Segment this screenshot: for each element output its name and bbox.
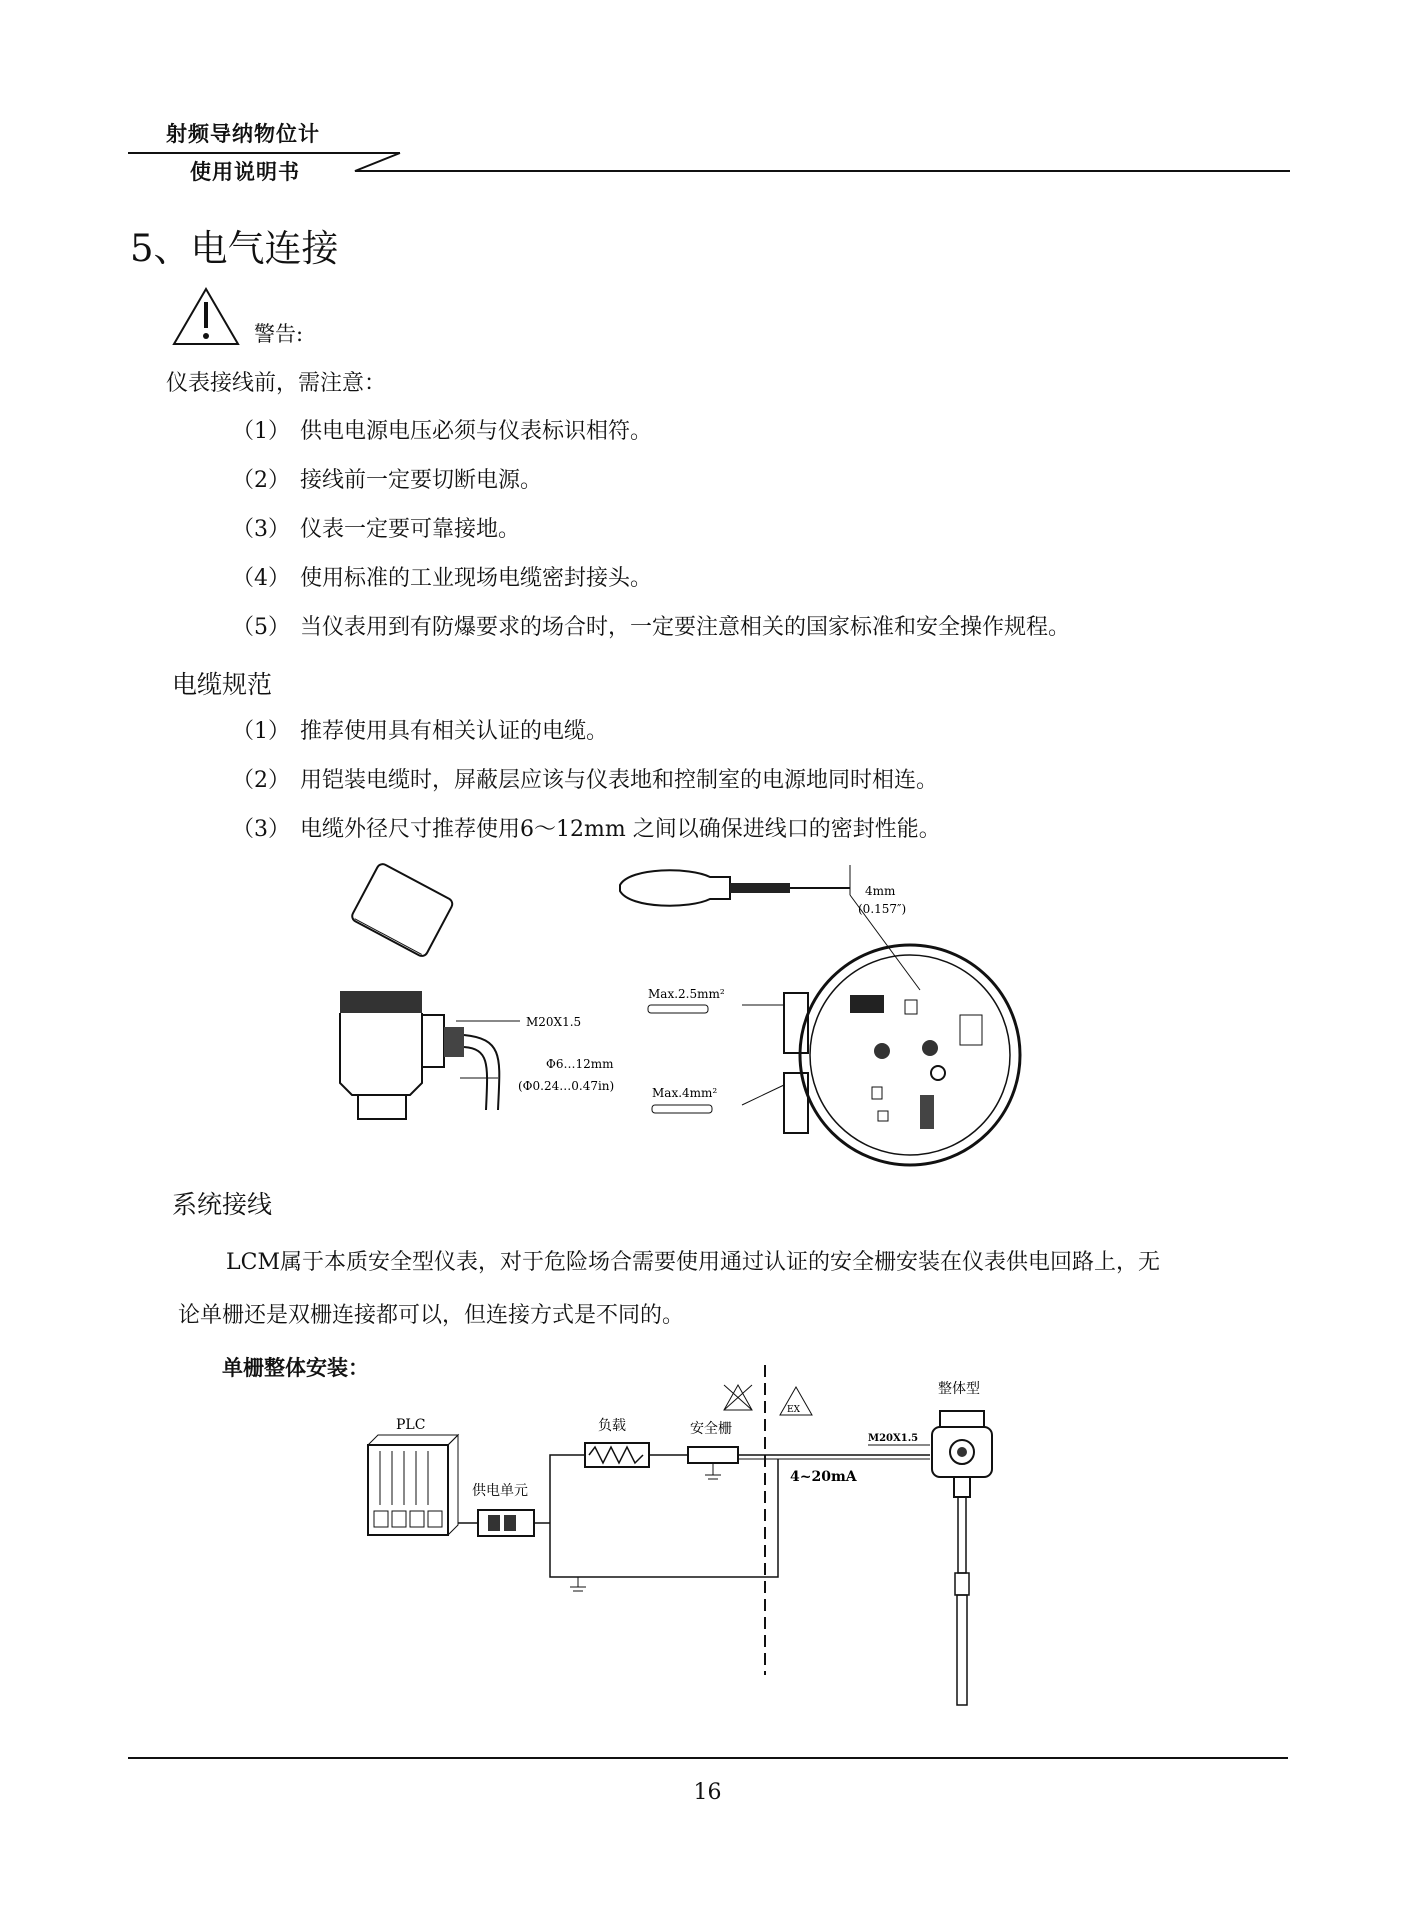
list-item: （4） 使用标准的工业现场电缆密封接头。 — [232, 566, 653, 591]
section-title: 5、电气连接 — [130, 227, 339, 270]
list-item: （1） 推荐使用具有相关认证的电缆。 — [232, 719, 609, 744]
screwdriver-width: 4mm — [865, 884, 896, 898]
screwdriver-icon — [620, 870, 850, 905]
signal-label: 4~20mA — [790, 1469, 857, 1485]
plc-label: PLC — [396, 1417, 426, 1433]
single-barrier-label: 单栅整体安装： — [222, 1356, 369, 1380]
plc-icon — [368, 1435, 458, 1535]
list-item: （1） 供电电源电压必须与仪表标识相符。 — [232, 419, 653, 444]
thread-label: M20X1.5 — [526, 1015, 582, 1029]
housing-cover — [350, 862, 454, 958]
footer-rule — [128, 1757, 1288, 1759]
power-unit-label: 供电单元 — [472, 1483, 528, 1499]
thread-label-2: M20X1.5 — [868, 1433, 919, 1444]
list-item: （2） 用铠装电缆时，屏蔽层应该与仪表地和控制室的电源地同时相连。 — [232, 768, 939, 793]
system-para-line1: LCM属于本质安全型仪表，对于危险场合需要使用通过认证的安全栅安装在仪表供电回路上，无 — [226, 1250, 1160, 1275]
integral-label: 整体型 — [938, 1381, 980, 1397]
system-para-line2: 论单栅还是双栅连接都可以，但连接方式是不同的。 — [178, 1303, 685, 1328]
wire-max-2: Max.4mm² — [652, 1086, 718, 1100]
housing-body — [340, 991, 499, 1119]
system-heading: 系统接线 — [172, 1190, 273, 1219]
list-item: （5） 当仪表用到有防爆要求的场合时，一定要注意相关的国家标准和安全操作规程。 — [232, 615, 1071, 640]
terminal-housing — [784, 945, 1020, 1165]
barrier-label: 安全栅 — [690, 1421, 732, 1437]
screwdriver-width-in: (0.157″) — [858, 902, 907, 916]
wire-max-1: Max.2.5mm² — [648, 987, 725, 1001]
list-item: （3） 电缆外径尺寸推荐使用6～12mm 之间以确保进线口的密封性能。 — [232, 817, 941, 842]
cable-dia-label: Φ6…12mm — [546, 1057, 614, 1071]
cable-heading: 电缆规范 — [172, 670, 273, 699]
safety-barrier-icon — [688, 1447, 738, 1463]
header-subtitle: 使用说明书 — [190, 160, 300, 184]
non-ex-icon — [724, 1385, 752, 1410]
ex-label: EX — [787, 1405, 800, 1415]
header-title: 射频导纳物位计 — [166, 122, 320, 146]
wiring-detail-figure — [330, 855, 1030, 1175]
cable-dia-in-label: (Φ0.24…0.47in) — [518, 1079, 615, 1093]
integral-sensor-icon — [932, 1411, 992, 1705]
single-barrier-diagram — [360, 1355, 1010, 1735]
page-number: 16 — [693, 1780, 722, 1805]
warning-label: 警告: — [254, 322, 304, 346]
intro-text: 仪表接线前，需注意： — [166, 371, 387, 396]
list-item: （2） 接线前一定要切断电源。 — [232, 468, 543, 493]
warning-icon — [171, 286, 241, 348]
list-item: （3） 仪表一定要可靠接地。 — [232, 517, 521, 542]
load-label: 负载 — [598, 1418, 626, 1434]
